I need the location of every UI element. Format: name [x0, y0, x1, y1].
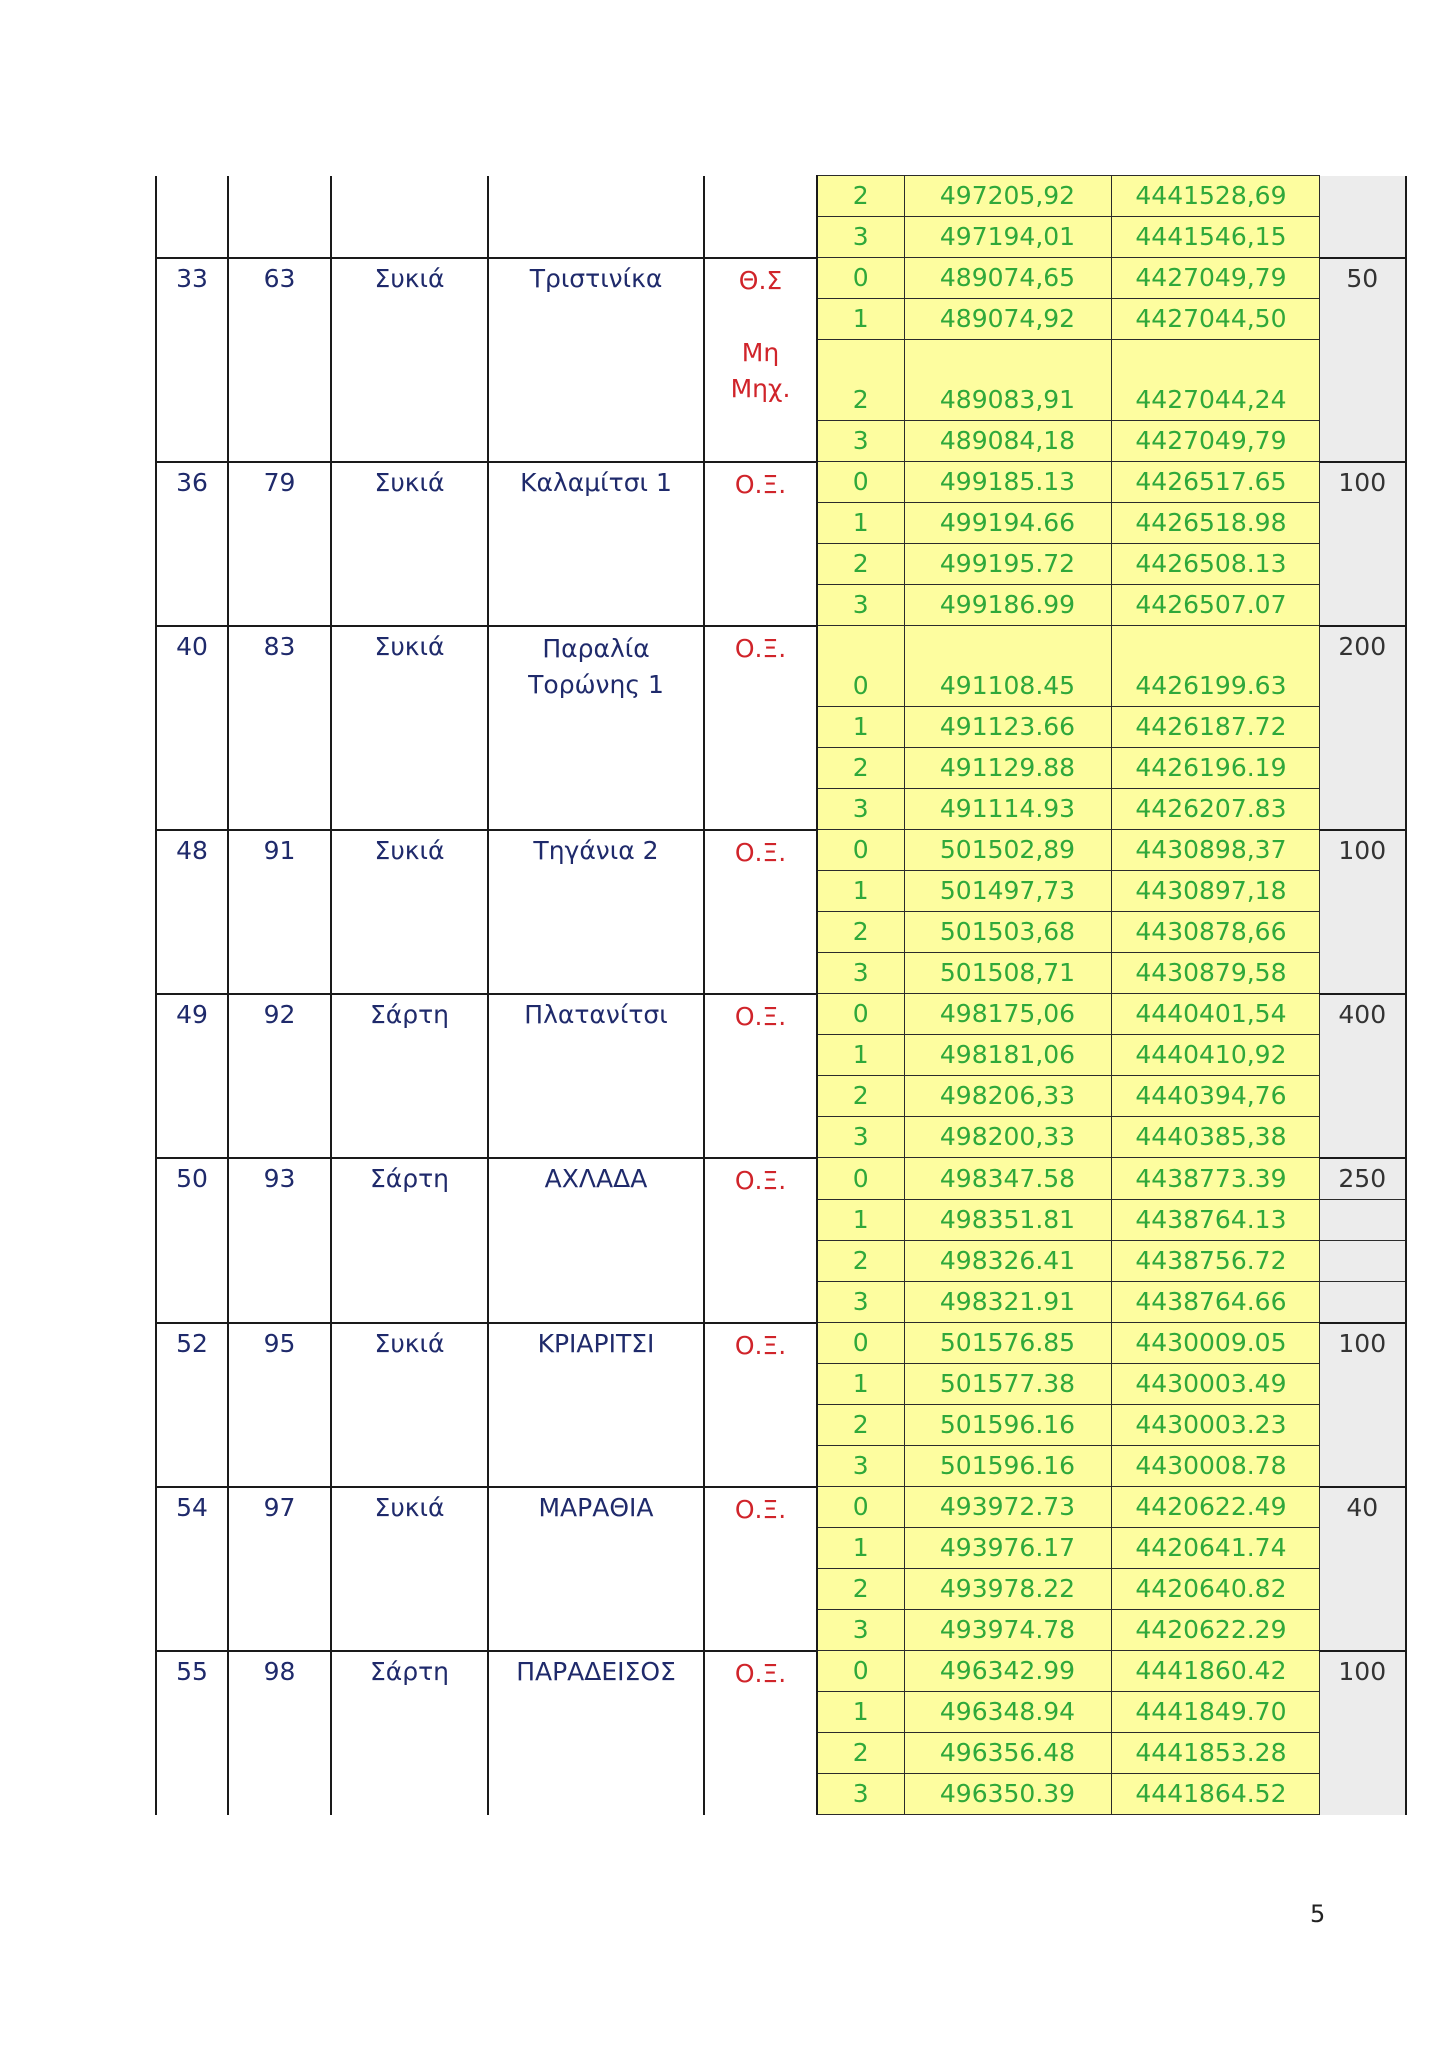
group-col-a: 50: [156, 1158, 228, 1323]
location-name: ΑΧΛΑΔΑ: [488, 1158, 704, 1323]
area-value: 200: [1319, 626, 1406, 830]
y-coordinate: 4426508.13: [1111, 544, 1319, 585]
region-name: [331, 176, 488, 258]
x-coordinate: 499186.99: [904, 585, 1111, 626]
group-col-a: [156, 176, 228, 258]
y-coordinate: 4440410,92: [1111, 1035, 1319, 1076]
y-coordinate: 4427044,50: [1111, 299, 1319, 340]
type-code: [704, 1487, 817, 1651]
point-index: 3: [817, 421, 904, 462]
y-coordinate: 4441849.70: [1111, 1692, 1319, 1733]
y-coordinate: 4430009.05: [1111, 1323, 1319, 1364]
group-col-b: 79: [228, 462, 331, 626]
group-col-b: 93: [228, 1158, 331, 1323]
area-value: 100: [1319, 830, 1406, 994]
y-coordinate: 4420641.74: [1111, 1528, 1319, 1569]
type-code-line: Ο.Ξ.: [734, 837, 787, 867]
x-coordinate: 489083,91: [904, 340, 1111, 421]
region-name: Συκιά: [331, 258, 488, 462]
group-col-a: 54: [156, 1487, 228, 1651]
x-coordinate: 498351.81: [904, 1199, 1111, 1240]
table-row: [156, 994, 1406, 1035]
area-value: 50: [1319, 258, 1406, 462]
table-row: [156, 1487, 1406, 1528]
point-index: 2: [817, 1569, 904, 1610]
x-coordinate: 491123.66: [904, 707, 1111, 748]
region-name: Συκιά: [331, 462, 488, 626]
x-coordinate: 498175,06: [904, 994, 1111, 1035]
x-coordinate: 501596.16: [904, 1405, 1111, 1446]
y-coordinate: 4426518.98: [1111, 503, 1319, 544]
type-code-line: Μη: [741, 337, 780, 367]
x-coordinate: 499195.72: [904, 544, 1111, 585]
x-coordinate: 498181,06: [904, 1035, 1111, 1076]
y-coordinate: 4426507.07: [1111, 585, 1319, 626]
group-col-a: 48: [156, 830, 228, 994]
point-index: 2: [817, 1733, 904, 1774]
y-coordinate: 4441853.28: [1111, 1733, 1319, 1774]
table-row: [156, 1158, 1406, 1200]
point-index: 0: [817, 1487, 904, 1528]
y-coordinate: 4441528,69: [1111, 176, 1319, 217]
point-index: 1: [817, 871, 904, 912]
x-coordinate: 497194,01: [904, 217, 1111, 258]
y-coordinate: 4441860.42: [1111, 1651, 1319, 1692]
group-col-a: 40: [156, 626, 228, 830]
area-value: [1319, 1240, 1406, 1281]
x-coordinate: 501502,89: [904, 830, 1111, 871]
y-coordinate: 4426196.19: [1111, 748, 1319, 789]
y-coordinate: 4438773.39: [1111, 1158, 1319, 1200]
region-name: Συκιά: [331, 1323, 488, 1487]
point-index: 2: [817, 176, 904, 217]
type-code-line: Θ.Σ: [738, 265, 783, 295]
location-name: [488, 176, 704, 258]
area-value: 100: [1319, 1651, 1406, 1815]
point-index: 3: [817, 1610, 904, 1651]
y-coordinate: 4420622.49: [1111, 1487, 1319, 1528]
x-coordinate: 501577.38: [904, 1364, 1111, 1405]
type-code: [704, 1323, 817, 1487]
point-index: 2: [817, 748, 904, 789]
table-row: [156, 462, 1406, 503]
y-coordinate: 4438764.66: [1111, 1281, 1319, 1323]
region-name: Συκιά: [331, 626, 488, 830]
y-coordinate: 4438756.72: [1111, 1240, 1319, 1281]
type-code: [704, 1158, 817, 1323]
point-index: 1: [817, 1528, 904, 1569]
coordinates-table: [155, 175, 1407, 1815]
point-index: 0: [817, 994, 904, 1035]
x-coordinate: 489074,65: [904, 258, 1111, 299]
group-col-b: 91: [228, 830, 331, 994]
area-value: 100: [1319, 1323, 1406, 1487]
point-index: 0: [817, 626, 904, 707]
type-code: [704, 1651, 817, 1815]
x-coordinate: 501508,71: [904, 953, 1111, 994]
region-name: Συκιά: [331, 830, 488, 994]
y-coordinate: 4430008.78: [1111, 1446, 1319, 1487]
region-name: Σάρτη: [331, 994, 488, 1158]
location-name: Παραλία Τορώνης 1: [488, 626, 704, 830]
type-code-line: Ο.Ξ.: [734, 633, 787, 663]
area-value: 40: [1319, 1487, 1406, 1651]
type-code: [704, 994, 817, 1158]
type-code-line: [711, 299, 810, 335]
x-coordinate: 501503,68: [904, 912, 1111, 953]
y-coordinate: 4440394,76: [1111, 1076, 1319, 1117]
point-index: 2: [817, 1076, 904, 1117]
x-coordinate: 493974.78: [904, 1610, 1111, 1651]
x-coordinate: 489084,18: [904, 421, 1111, 462]
group-col-b: 95: [228, 1323, 331, 1487]
y-coordinate: 4426187.72: [1111, 707, 1319, 748]
point-index: 3: [817, 1281, 904, 1323]
group-col-b: 92: [228, 994, 331, 1158]
x-coordinate: 489074,92: [904, 299, 1111, 340]
y-coordinate: 4430897,18: [1111, 871, 1319, 912]
area-value: [1319, 1199, 1406, 1240]
x-coordinate: 496342.99: [904, 1651, 1111, 1692]
x-coordinate: 493978.22: [904, 1569, 1111, 1610]
point-index: 2: [817, 1240, 904, 1281]
x-coordinate: 498347.58: [904, 1158, 1111, 1200]
page-number: 5: [1310, 1900, 1326, 1928]
type-code-line: Ο.Ξ.: [734, 1330, 787, 1360]
x-coordinate: 501497,73: [904, 871, 1111, 912]
point-index: 2: [817, 340, 904, 421]
group-col-a: 36: [156, 462, 228, 626]
type-code: [704, 830, 817, 994]
point-index: 0: [817, 462, 904, 503]
point-index: 1: [817, 1692, 904, 1733]
type-code-line: Ο.Ξ.: [734, 1165, 787, 1195]
type-code-line: Ο.Ξ.: [734, 1658, 787, 1688]
y-coordinate: 4430003.49: [1111, 1364, 1319, 1405]
point-index: 3: [817, 1446, 904, 1487]
point-index: 0: [817, 830, 904, 871]
type-code: [704, 176, 817, 258]
group-col-a: 55: [156, 1651, 228, 1815]
group-col-b: [228, 176, 331, 258]
group-col-a: 49: [156, 994, 228, 1158]
location-name: Καλαμίτσι 1: [488, 462, 704, 626]
y-coordinate: 4427049,79: [1111, 421, 1319, 462]
y-coordinate: 4427044,24: [1111, 340, 1319, 421]
point-index: 1: [817, 503, 904, 544]
region-name: Συκιά: [331, 1487, 488, 1651]
area-value: 100: [1319, 462, 1406, 626]
y-coordinate: 4430879,58: [1111, 953, 1319, 994]
y-coordinate: 4426207.83: [1111, 789, 1319, 830]
table-body: [156, 176, 1406, 1815]
x-coordinate: 496350.39: [904, 1774, 1111, 1815]
table-row: [156, 176, 1406, 217]
point-index: 2: [817, 912, 904, 953]
y-coordinate: 4441546,15: [1111, 217, 1319, 258]
group-col-a: 52: [156, 1323, 228, 1487]
group-col-a: 33: [156, 258, 228, 462]
y-coordinate: 4426199.63: [1111, 626, 1319, 707]
x-coordinate: 491114.93: [904, 789, 1111, 830]
x-coordinate: 501596.16: [904, 1446, 1111, 1487]
y-coordinate: 4441864.52: [1111, 1774, 1319, 1815]
group-col-b: 98: [228, 1651, 331, 1815]
x-coordinate: 498326.41: [904, 1240, 1111, 1281]
x-coordinate: 491129.88: [904, 748, 1111, 789]
region-name: Σάρτη: [331, 1651, 488, 1815]
type-code-line: Ο.Ξ.: [734, 469, 787, 499]
point-index: 0: [817, 258, 904, 299]
point-index: 3: [817, 217, 904, 258]
x-coordinate: 499185.13: [904, 462, 1111, 503]
area-value: [1319, 176, 1406, 258]
location-name: Πλατανίτσι: [488, 994, 704, 1158]
point-index: 3: [817, 953, 904, 994]
y-coordinate: 4430003.23: [1111, 1405, 1319, 1446]
point-index: 2: [817, 1405, 904, 1446]
y-coordinate: 4426517.65: [1111, 462, 1319, 503]
location-name: Τηγάνια 2: [488, 830, 704, 994]
point-index: 1: [817, 1364, 904, 1405]
type-code-line: Ο.Ξ.: [734, 1494, 787, 1524]
point-index: 1: [817, 1199, 904, 1240]
point-index: 0: [817, 1323, 904, 1364]
x-coordinate: 496348.94: [904, 1692, 1111, 1733]
table-row: [156, 1651, 1406, 1692]
y-coordinate: 4420640.82: [1111, 1569, 1319, 1610]
point-index: 3: [817, 789, 904, 830]
x-coordinate: 491108.45: [904, 626, 1111, 707]
point-index: 1: [817, 1035, 904, 1076]
table-row: [156, 1323, 1406, 1364]
x-coordinate: 499194.66: [904, 503, 1111, 544]
location-name: ΠΑΡΑΔΕΙΣΟΣ: [488, 1651, 704, 1815]
region-name: Σάρτη: [331, 1158, 488, 1323]
table-row: [156, 258, 1406, 299]
type-code: [704, 626, 817, 830]
y-coordinate: 4420622.29: [1111, 1610, 1319, 1651]
x-coordinate: 498200,33: [904, 1117, 1111, 1158]
table-row: [156, 830, 1406, 871]
location-name: Τριστινίκα: [488, 258, 704, 462]
point-index: 1: [817, 299, 904, 340]
y-coordinate: 4430878,66: [1111, 912, 1319, 953]
type-code-line: Μηχ.: [730, 373, 791, 403]
y-coordinate: 4427049,79: [1111, 258, 1319, 299]
x-coordinate: 493976.17: [904, 1528, 1111, 1569]
location-name: ΜΑΡΑΘΙΑ: [488, 1487, 704, 1651]
x-coordinate: 501576.85: [904, 1323, 1111, 1364]
location-name: ΚΡΙΑΡΙΤΣΙ: [488, 1323, 704, 1487]
x-coordinate: 498206,33: [904, 1076, 1111, 1117]
point-index: 3: [817, 1117, 904, 1158]
point-index: 3: [817, 1774, 904, 1815]
y-coordinate: 4440401,54: [1111, 994, 1319, 1035]
group-col-b: 63: [228, 258, 331, 462]
x-coordinate: 493972.73: [904, 1487, 1111, 1528]
type-code: [704, 462, 817, 626]
area-value: 250: [1319, 1158, 1406, 1200]
x-coordinate: 498321.91: [904, 1281, 1111, 1323]
y-coordinate: 4438764.13: [1111, 1199, 1319, 1240]
area-value: [1319, 1281, 1406, 1323]
point-index: 1: [817, 707, 904, 748]
x-coordinate: 497205,92: [904, 176, 1111, 217]
type-code-line: Ο.Ξ.: [734, 1001, 787, 1031]
point-index: 0: [817, 1158, 904, 1200]
x-coordinate: 496356.48: [904, 1733, 1111, 1774]
group-col-b: 83: [228, 626, 331, 830]
point-index: 3: [817, 585, 904, 626]
group-col-b: 97: [228, 1487, 331, 1651]
y-coordinate: 4440385,38: [1111, 1117, 1319, 1158]
area-value: 400: [1319, 994, 1406, 1158]
type-code: [704, 258, 817, 462]
y-coordinate: 4430898,37: [1111, 830, 1319, 871]
point-index: 2: [817, 544, 904, 585]
point-index: 0: [817, 1651, 904, 1692]
table-row: [156, 626, 1406, 707]
